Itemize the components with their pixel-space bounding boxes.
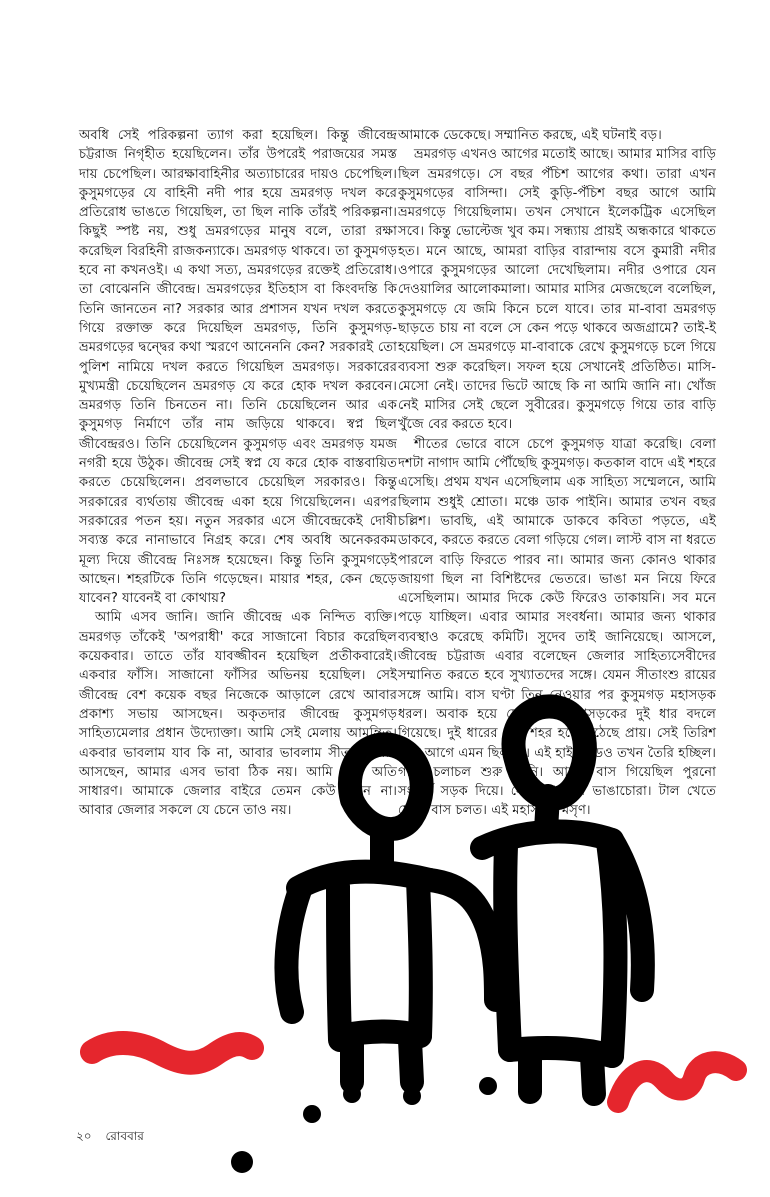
ink-dot bbox=[303, 1105, 321, 1123]
paragraph: আমি এসব জানি। জানি জীবেন্দ্র এক নিন্দিত ব্যক্তি। ভ্রমরগড় তাঁকেই 'অপরাধী' করে সাজানো বিচার করেছিল কয়েকবার। তাতে তাঁর যাবজ্জীবন হয়েছিল প্রতীকবারেই। একবার ফাঁসি। সাজানো ফাঁসির অভিনয় হয়েছিল। সেই জীবেন্দ্র বেশ কয়েক বছর নিজেকে আড়ালে রেখে আবার প্রকাশ্য সভায় আসছেন। অকৃতদার জীবেন্দ্র কুসুমগড় সাহিত্যমেলার প্রধান উদ্যোক্তা। আমি সেই মেলায় আমন্ত্রিত। একবার ভাবলাম যাব কি না, আবার ভাবলাম সীতাংশু রায় আসছেন, আমার এসব ভাবা ঠিক নয়। আমি কে? অতি সাধারণ। আমাকে জেলার বাইরে তেমন কেউ চেনে না। আবার জেলার সকলে যে চেনে তাও নয়। bbox=[79, 610, 397, 819]
red-brush-stroke-right bbox=[618, 1062, 736, 1102]
right-figure-body-left bbox=[505, 846, 510, 1050]
page-number: ২০ bbox=[76, 1129, 92, 1143]
ink-dot bbox=[479, 1077, 497, 1095]
section-name: রোববার bbox=[105, 1129, 144, 1143]
right-figure-body-right bbox=[608, 842, 615, 1056]
paragraph: অবধি সেই পরিকল্পনা ত্যাগ করা হয়েছিল। কিন্তু জীবেন্দ্র চট্টরাজ নিগৃহীত হয়েছিলেন। তাঁর উপরেই পরাজয়ের সমস্ত দায় চেপেছিল। আরক্ষাবাহিনীর অত্যাচারের দায়ও চেপেছিল। কুসুমগড়ের যে বাহিনী নদী পার হয়ে ভ্রমরগড় দখল করে প্রতিরোধ ভাঙতে গিয়েছিল, তা ছিল নাকি তাঁরই পরিকল্পনা। কিছুই স্পষ্ট নয়, শুধু ভ্রমরগড়ের মানুষ বলে, তারা রক্ষা করেছিল বিরহিনী রাজকন্যাকে। ভ্রমরগড় থাকবে। তা কুসুমগড় হবে না কখনওই। এ কথা সত্য, ভ্রমরগড়ের রক্তেই প্রতিরোধ। তা বোঝেননি জীবেন্দ্র। ভ্রমরগড়ের ইতিহাস বা কিংবদন্তি কি তিনি জানতেন না? সরকার আর প্রশাসন যখন দখল করতে গিয়ে রক্তাক্ত করে দিয়েছিল ভ্রমরগড়, তিনি কুসুমগড়-ভ্রমরগড়ের দ্বন্দ্বের কথা স্মরণে আনেননি কেন? সরকারই তো পুলিশ নামিয়ে দখল করতে গিয়েছিল ভ্রমরগড়। সরকারের মুখ্যমন্ত্রী চেয়েছিলেন ভ্রমরগড় যে করে হোক দখল করবেন। ভ্রমরগড় তিনি চিনতেন না। তিনি চেয়েছিলেন আর এক কুসুমগড় নির্মাণে তাঁর নাম জড়িয়ে থাকবে। স্বপ্ন ছিল জীবেন্দ্ররও। তিনি চেয়েছিলেন কুসুমগড় এবং ভ্রমরগড় যমজ নগরী হয়ে উঠুক। জীবেন্দ্র সেই স্বপ্ন যে করে হোক বাস্তবায়িত করতে চেয়েছিলেন। প্রবলভাবে চেয়েছিল সরকারও। কিন্তু সরকারের ব্যর্থতায় জীবেন্দ্র একা হয়ে গিয়েছিলেন। এরপর সরকারের পতন হয়। নতুন সরকার এসে জীবেন্দ্রকেই দোষী সব্যস্ত করে নানাভাবে নিগ্রহ করে। শেষ অবধি অনেকরকম মূল্য দিয়ে জীবেন্দ্র নিঃসঙ্গ হয়েছেন। কিন্তু তিনি কুসুমগড়েই আছেন। শহরটিকে তিনি গড়েছেন। মায়ার শহর, কেন ছেড়ে যাবেন? যাবেনই বা কোথায়? bbox=[79, 128, 397, 607]
paragraph: আমাকে ডেকেছে। সম্মানিত করছে, এই ঘটনাই বড়। bbox=[398, 128, 662, 143]
ink-dot bbox=[403, 1087, 421, 1105]
paragraph: ভ্রমরগড় এখনও আগের মতোই আছে। আমার মাসির বাড়ি ছিল ভ্রমরগড়ে। সে বছর পঁচিশ আগের কথা। তারা এখন কুসুমগড়ের বাসিন্দা। সেই কুড়ি-পঁচিশ বছর আগে আমি ভ্রমরগড়ে গিয়েছিলাম। তখন সেখানে ইলেকট্রিক এসেছিল সবে। কিন্তু ভোল্টেজ খুব কম। সন্ধ্যায় প্রায়ই অন্ধকারে থাকতে হত। মনে আছে, আমরা বাড়ির বারান্দায় বসে কুমারী নদীর ওপারে কুসুমগড়ের আলো দেখেছিলাম। নদীর ওপারে যেন দেওয়ালির আলোকমালা। আমার মাসির মেজছেলে বলেছিল, কুসুমগড়ে যে জমি কিনে চলে যাবে। তার মা-বাবা ভ্রমরগড় ছাড়তে চায় না বলে সে কেন পড়ে থাকবে অজগ্রামে? তাই-ই হয়েছিল। সে ভ্রমরগড়ে মা-বাবাকে রেখে কুসুমগড়ে চলে গিয়ে ব্যবসা শুরু করেছিল। সফল হয়ে সেখানেই প্রতিষ্ঠিত। মাসি-মেসো নেই। তাদের ভিটে আছে কি না আমি জানি না। খোঁজ নেই মাসির সেই ছেলে সুবীরের। কুসুমগড়ে গিয়ে তার বাড়ি খুঁজে বের করতে হবে। bbox=[398, 147, 716, 433]
left-figure-body-right bbox=[418, 880, 421, 1036]
right-figure-leg-right bbox=[592, 1056, 594, 1094]
left-figure-leg-right bbox=[410, 1040, 412, 1082]
right-figure bbox=[482, 706, 643, 1094]
red-brush-stroke-left bbox=[92, 1043, 252, 1063]
two-stick-figures-illustration bbox=[0, 680, 770, 1197]
ink-dot bbox=[343, 1085, 361, 1103]
ink-dot bbox=[231, 1151, 253, 1173]
linked-arm bbox=[430, 880, 496, 1000]
page-footer bbox=[76, 1128, 144, 1148]
left-figure-left-arm bbox=[286, 890, 300, 1012]
left-figure bbox=[286, 744, 430, 1082]
left-figure-body-left bbox=[338, 886, 340, 1040]
paragraph: শীতের ভোরে বাসে চেপে কুসুমগড় যাত্রা করেছি। বেলা দশটা নাগাদ আমি পৌঁছেছি কুসুমগড়। কতকাল বাদে এই শহরে এসেছি। প্রথম যখন এসেছিলাম এক সাহিত্য সম্মেলনে, আমি ছিলাম শুধুই শ্রোতা। মঞ্চে ডাক পাইনি। আমার তখন বছর চল্লিশ। ভাবছি, এই আমাকে ডাকবে কবিতা পড়তে, এই ডাকবে, করতে করতে বেলা গড়িয়ে গেল। লাস্ট বাস না ধরতে পারলে বাড়ি ফিরতে পারব না। আমার জন্য কোনও থাকার জায়গা ছিল না বিশিষ্টদের ভেতরে। ভাঙা মন নিয়ে ফিরে এসেছিলাম। আমার দিকে কেউ ফিরেও তাকায়নি। সব মনে পড়ে যাচ্ছিল। এবার আমার সংবর্ধনা। আমার জন্য থাকার ব্যবস্থাও করেছে কমিটি। সুদেব তাই জানিয়েছে। আসলে, জীবেন্দ্র চট্টরাজ এবার বলেছেন জেলার সাহিত্যসেবীদের সম্মানিত করতে হবে সুখ্যাতদের সঙ্গে। যেমন সীতাংশু রায়ের সঙ্গে আমি। বাস ঘণ্টা তিন নেওয়ার পর কুসুমগড় মহাসড়ক ধরল। অবাক হয়ে দেখছিলাম মহাসড়কের দুই ধার বদলে গিয়েছে। দুই ধারের গ্রাম শহর হয়ে উঠেছে প্রায়। সেই তিরিশ বছর আগে এমন ছিল না। এই হাই রোডও তখন তৈরি হচ্ছিল। গাড়ি চলাচল শুরু হয়নি। আমার বাস গিয়েছিল পুরনো সংকীর্ণ সড়ক দিয়ে। সেই পথ ছিল ভাঙাচোরা। টাল খেতে খেতে বাস চলত। এই মহাসড়ক মসৃণ। bbox=[398, 436, 716, 819]
left-figure-head bbox=[350, 744, 422, 829]
